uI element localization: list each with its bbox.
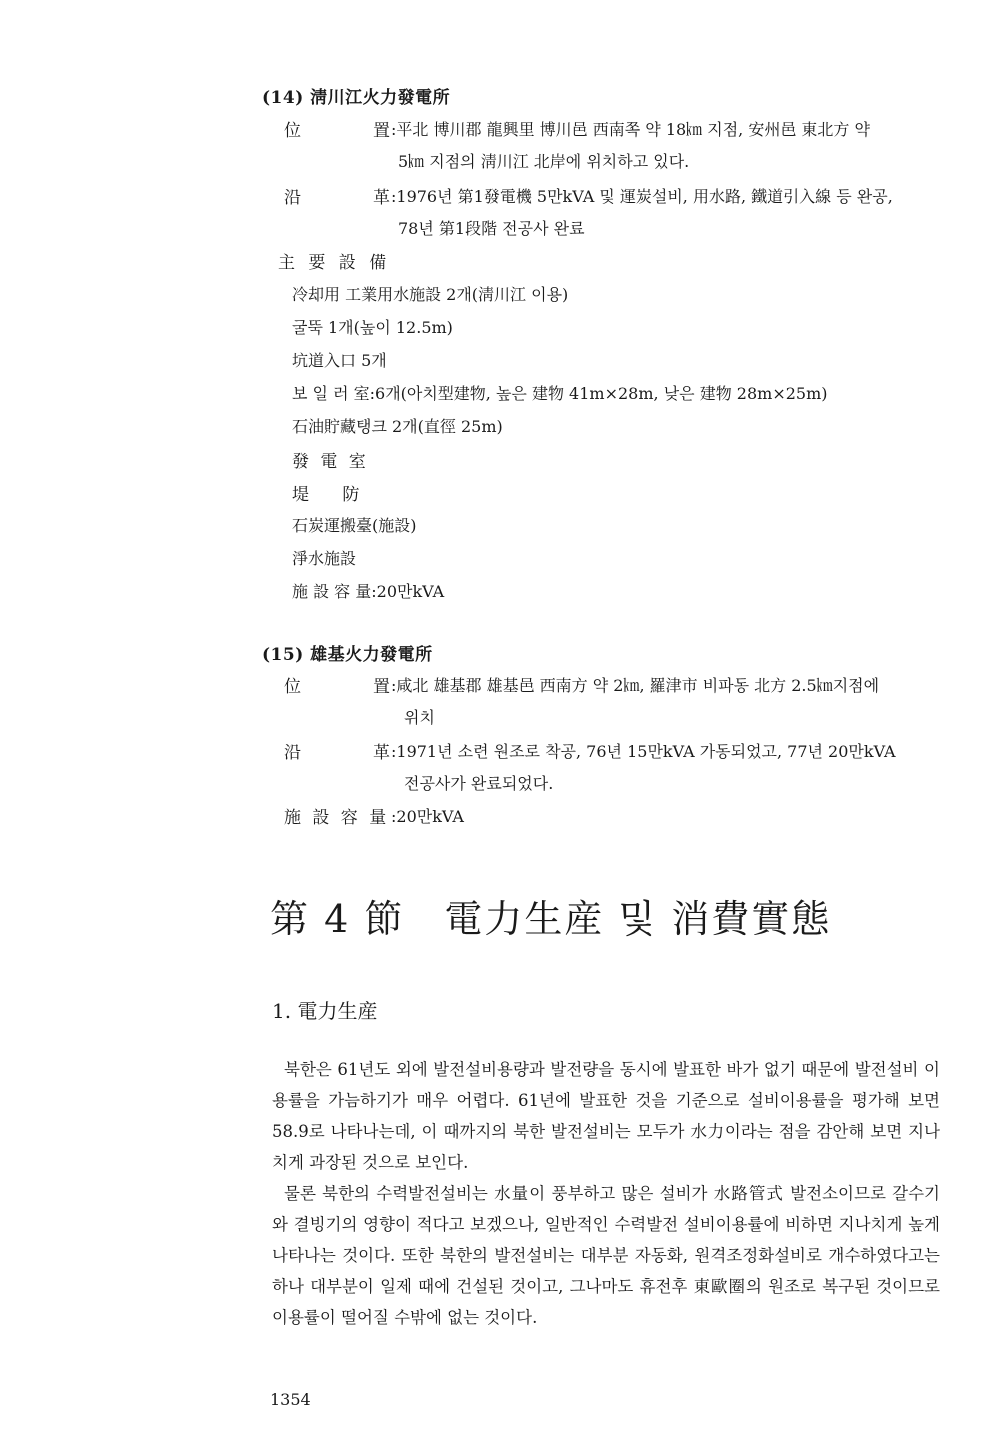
history-line-2: 전공사가 완료되었다. (404, 774, 554, 793)
equipment-item: 堤 防 (292, 485, 374, 505)
equipment-item: 淨水施設 (292, 549, 357, 568)
paragraph: 물론 북한의 수력발전설비는 水量이 풍부하고 많은 설비가 水路管式 발전소이므로 갈수기와 결빙기의 영향이 적다고 보겠으나, 일반적인 수력발전 설비이용률에 비하면 지나치게 높게 나타나는 것이다. 또한 북한의 발전설비는 대부분 자동화, 원격조정화설비로 개수하였다고는 하나 대부분이 일제 때에 건설된 것이고, 그나마도 휴전후 東歐圈의 원조로 복구된 것이므로 이용률이 떨어질 수밖에 없는 것이다. (272, 1184, 940, 1327)
location-line-1: :平北 博川郡 龍興里 博川邑 西南쪽 약 18㎞ 지점, 安州邑 東北方 약 (391, 120, 870, 139)
history-line-1: :1971년 소련 원조로 착공, 76년 15만kVA 가동되었고, 77년 20만kVA (391, 742, 896, 761)
equipment-item: 發 電 室 (292, 452, 369, 472)
equipment-item: 굴뚝 1개(높이 12.5m) (292, 318, 453, 337)
history-line-2: 78년 第1段階 전공사 완료 (398, 219, 585, 238)
equipment-item: 보 일 러 室:6개(아치型建物, 높은 建物 41m×28m, 낮은 建物 28m×25m) (292, 384, 828, 403)
history-line-1: :1976년 第1發電機 5만kVA 및 運炭설비, 用水路, 鐵道引入線 등 완공, (391, 187, 893, 206)
equipment-item: 坑道入口 5개 (292, 351, 387, 370)
page-number: 1354 (270, 1390, 311, 1409)
section-title: 第 4 節 電力生産 및 消費實態 (270, 897, 832, 941)
location-label: 位 置 (284, 677, 390, 697)
location-label: 位 置 (284, 121, 390, 141)
body-text (272, 1054, 940, 1333)
equipment-item: 施 設 容 量:20만kVA (292, 582, 445, 601)
equipment-item: 冷却用 工業用水施設 2개(淸川江 이용) (292, 285, 569, 304)
plant-15-title: (15) 雄基火力發電所 (262, 645, 433, 665)
plant-14-title: (14) 淸川江火力發電所 (262, 88, 451, 108)
capacity-value: :20만kVA (391, 807, 464, 826)
location-line-1: :咸北 雄基郡 雄基邑 西南方 약 2㎞, 羅津市 비파동 北方 2.5㎞지점에 (391, 676, 880, 695)
paragraph: 북한은 61년도 외에 발전설비용량과 발전량을 동시에 발표한 바가 없기 때문에 발전설비 이용률을 가늠하기가 매우 어렵다. 61년에 발표한 것을 기준으로 설비이용률을 평가해 보면 58.9로 나타나는데, 이 때까지의 북한 발전설비는 모두가 水力이라는 점을 감안해 보면 지나치게 과장된 것으로 보인다. (272, 1060, 940, 1172)
equipment-heading: 主 要 設 備 (278, 253, 391, 273)
history-label: 沿 革 (284, 743, 390, 763)
capacity-label: 施 設 容 量 (284, 808, 390, 828)
location-line-2: 5㎞ 지점의 淸川江 北岸에 위치하고 있다. (398, 152, 690, 171)
equipment-item: 石炭運搬臺(施設) (292, 516, 417, 535)
subsection-title: 1. 電力生産 (272, 999, 378, 1023)
history-label: 沿 革 (284, 188, 390, 208)
location-line-2: 위치 (404, 708, 435, 727)
equipment-item: 石油貯藏탱크 2개(直徑 25m) (292, 417, 503, 436)
